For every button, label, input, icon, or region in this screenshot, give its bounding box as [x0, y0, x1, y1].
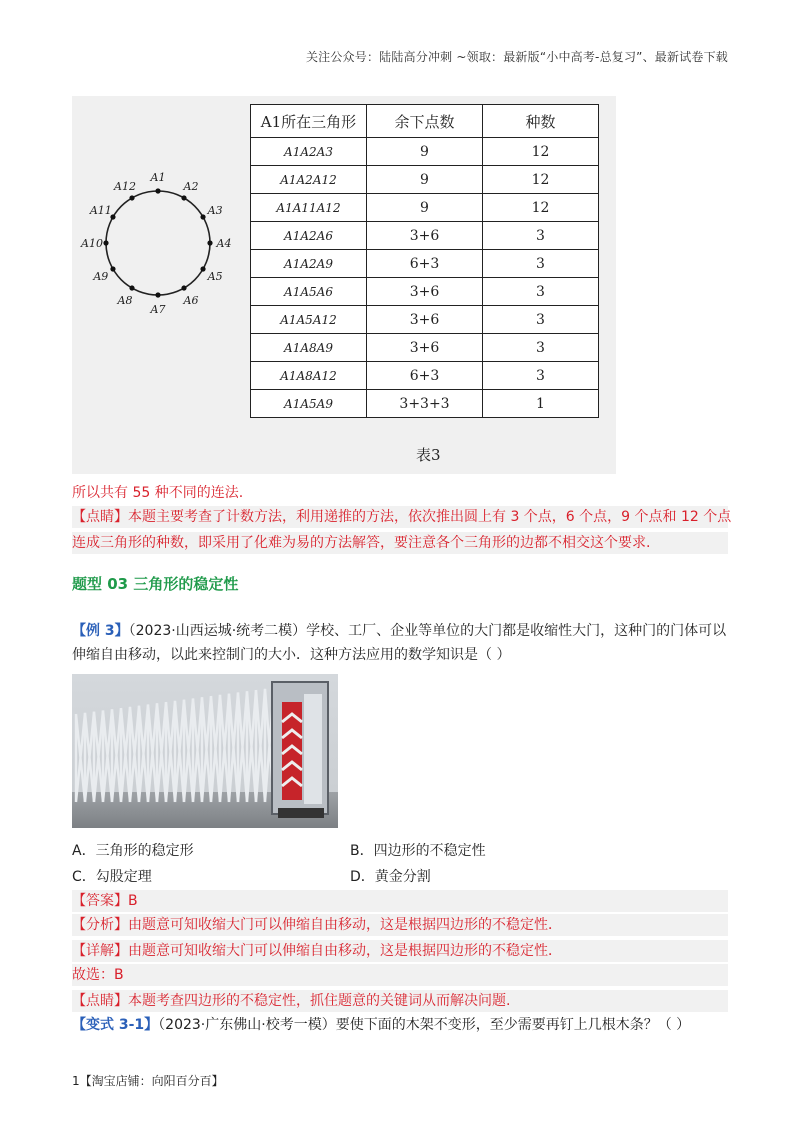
example-3-line-2: 伸缩自由移动，以此来控制门的大小．这种方法应用的数学知识是（ ）: [72, 647, 511, 663]
circle-point: [181, 285, 186, 290]
cell-remaining: 3+3+3: [367, 390, 483, 418]
cell-triangle: A1A8A9: [251, 334, 367, 362]
circle-point: [155, 188, 160, 193]
dianjing-line-2: 连成三角形的种数，即采用了化难为易的方法解答，要注意各个三角形的边都不相交这个要求.: [72, 532, 728, 554]
circle-diagram: [72, 170, 242, 320]
explain-text: 由题意可知收缩大门可以伸缩自由移动，这是根据四边形的不稳定性．: [128, 943, 562, 959]
cell-count: 1: [483, 390, 599, 418]
point-label: A9: [93, 270, 109, 283]
page-footer: 1【淘宝店铺：向阳百分百】: [72, 1074, 224, 1088]
point-label: A12: [114, 179, 136, 193]
point-label: A10: [81, 237, 103, 250]
cell-triangle: A1A11A12: [251, 194, 367, 222]
option-c: C．勾股定理: [72, 869, 152, 885]
cell-triangle: A1A2A6: [251, 222, 367, 250]
option-d: D．黄金分割: [350, 869, 431, 885]
cell-count: 3: [483, 362, 599, 390]
answer-line: [72, 890, 728, 912]
cell-count: 3: [483, 250, 599, 278]
point-label: A6: [183, 294, 199, 308]
point-label: A4: [216, 237, 232, 250]
option-a: A．三角形的稳定形: [72, 843, 194, 859]
cell-remaining: 6+3: [367, 362, 483, 390]
cell-count: 3: [483, 306, 599, 334]
cell-remaining: 9: [367, 138, 483, 166]
table-row: [251, 138, 599, 166]
example-3-line-1: [72, 620, 726, 642]
answer-tag: 【答案】: [72, 893, 128, 909]
point-label: A2: [183, 179, 199, 193]
dianjing-2-text: 本题考查四边形的不稳定性，抓住题意的关键词从而解决问题.: [128, 993, 511, 1009]
circle-point: [129, 285, 134, 290]
circle-point: [155, 292, 160, 297]
cell-remaining: 3+6: [367, 334, 483, 362]
variant-line: [72, 1014, 690, 1036]
cell-remaining: 9: [367, 194, 483, 222]
point-label: A11: [89, 204, 112, 217]
point-label: A1: [150, 171, 166, 184]
dianjing-line-1: [72, 506, 732, 528]
table-row: [251, 222, 599, 250]
analysis-line: [72, 914, 728, 936]
example-3-text-1: （2023·山西运城·统考二模）学校、工厂、企业等单位的大门都是收缩性大门，这种门的门体可以: [128, 623, 727, 639]
cell-count: 3: [483, 334, 599, 362]
cell-triangle: A1A5A6: [251, 278, 367, 306]
circle-point: [200, 266, 205, 271]
variant-text: （2023·广东佛山·校考一模）要使下面的木架不变形，至少需要再钉上几根木条？（ ）: [158, 1017, 691, 1033]
circle-point: [181, 195, 186, 200]
point-label: A5: [207, 270, 223, 283]
point-label: A3: [207, 204, 223, 217]
cell-triangle: A1A5A12: [251, 306, 367, 334]
table-row: [251, 390, 599, 418]
table-row: [251, 278, 599, 306]
retractable-gate-image: [72, 674, 338, 828]
cell-count: 3: [483, 222, 599, 250]
cell-triangle: A1A2A9: [251, 250, 367, 278]
circle-point: [207, 240, 212, 245]
cell-count: 12: [483, 138, 599, 166]
explain-line: [72, 940, 728, 962]
table-row: [251, 306, 599, 334]
cell-count: 3: [483, 278, 599, 306]
section-title: 题型 03 三角形的稳定性: [72, 575, 239, 593]
example-3-tag: 【例 3】: [72, 623, 129, 639]
table-row: [251, 362, 599, 390]
point-label: A8: [117, 294, 133, 308]
cell-triangle: A1A2A3: [251, 138, 367, 166]
cell-triangle: A1A2A12: [251, 166, 367, 194]
dianjing-tag: 【点睛】: [72, 509, 128, 525]
table-row: [251, 166, 599, 194]
cell-count: 12: [483, 194, 599, 222]
cell-triangle: A1A8A12: [251, 362, 367, 390]
page-header: 关注公众号：陆陆高分冲刺 ~领取：最新版“小中高考-总复习”、最新试卷下载: [305, 50, 728, 64]
variant-tag: 【变式 3-1】: [72, 1017, 159, 1033]
analysis-tag: 【分析】: [72, 917, 128, 933]
dianjing-text-1: 本题主要考查了计数方法，利用递推的方法，依次推出圆上有 3 个点，6 个点，9 个点和 12 个点: [128, 509, 732, 525]
analysis-text: 由题意可知收缩大门可以伸缩自由移动，这是根据四边形的不稳定性．: [128, 917, 562, 933]
cell-remaining: 9: [367, 166, 483, 194]
table-caption: 表3: [416, 446, 441, 464]
explain-tag: 【详解】: [72, 943, 128, 959]
cell-remaining: 6+3: [367, 250, 483, 278]
circle-point: [129, 195, 134, 200]
cell-count: 12: [483, 166, 599, 194]
answer-text: B: [128, 893, 138, 909]
dianjing-2-tag: 【点睛】: [72, 993, 128, 1009]
table-row: [251, 250, 599, 278]
table-3: [250, 104, 599, 418]
option-b: B．四边形的不稳定性: [350, 843, 486, 859]
circle-point: [110, 266, 115, 271]
table-header-remaining: 余下点数: [367, 105, 483, 138]
cell-remaining: 3+6: [367, 222, 483, 250]
circle-point: [200, 214, 205, 219]
choice-line: 故选：B: [72, 964, 728, 986]
dianjing-2-line: [72, 990, 728, 1012]
cell-remaining: 3+6: [367, 278, 483, 306]
conclusion-text: 所以共有 55 种不同的连法.: [72, 485, 244, 501]
table-row: [251, 194, 599, 222]
point-label: A7: [150, 303, 166, 316]
circle-point: [103, 240, 108, 245]
table-row: [251, 334, 599, 362]
table-header-triangle: A1所在三角形: [251, 105, 367, 138]
table-header-count: 种数: [483, 105, 599, 138]
cell-triangle: A1A5A9: [251, 390, 367, 418]
cell-remaining: 3+6: [367, 306, 483, 334]
